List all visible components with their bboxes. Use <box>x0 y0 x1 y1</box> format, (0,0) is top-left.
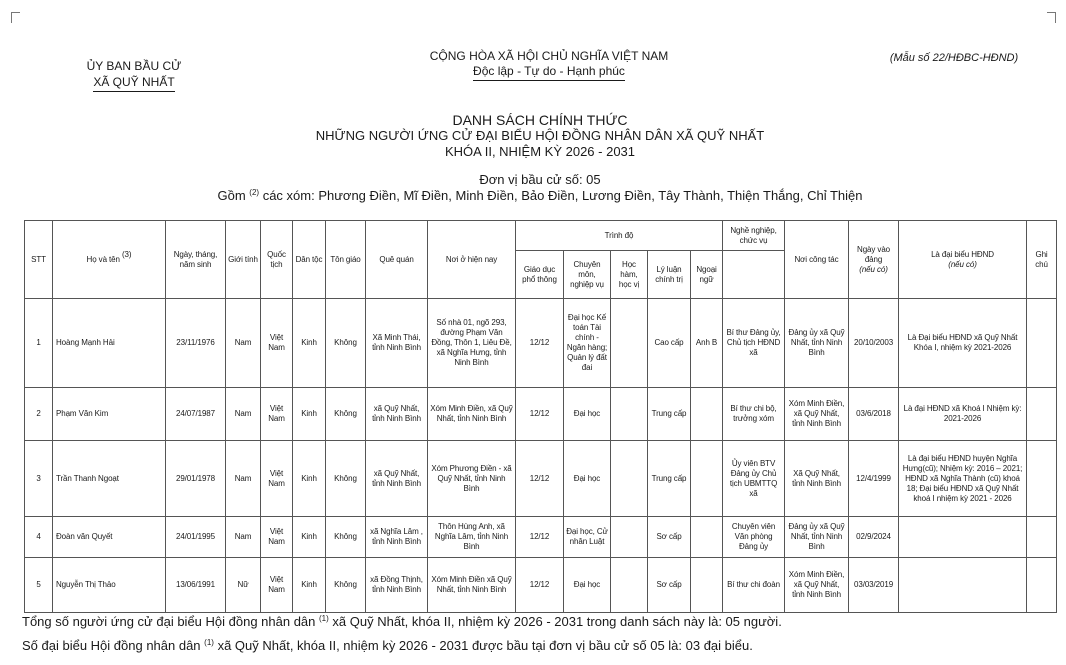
header-academic-title: Học hàm, học vị <box>611 251 648 299</box>
cell-academic-title <box>611 388 648 441</box>
authority-line-1: ỦY BAN BẦU CỬ <box>86 59 182 73</box>
cell-political-theory: Cao cấp <box>648 299 691 388</box>
cell-foreign-language <box>691 388 723 441</box>
cell-dob: 23/11/1976 <box>166 299 226 388</box>
header-dob: Ngày, tháng, năm sinh <box>166 221 226 299</box>
cell-nationality: Việt Nam <box>261 517 293 558</box>
header-ethnicity: Dân tộc <box>293 221 326 299</box>
crop-mark-top-left <box>11 12 20 23</box>
cell-name: Hoàng Mạnh Hải <box>53 299 166 388</box>
cell-general-education: 12/12 <box>516 299 564 388</box>
cell-hometown: xã Nghĩa Lâm , tỉnh Ninh Bình <box>366 517 428 558</box>
cell-gender: Nữ <box>226 558 261 613</box>
cell-general-education: 12/12 <box>516 388 564 441</box>
cell-notes <box>1027 441 1057 517</box>
table-row <box>25 388 1057 441</box>
cell-residence: Xóm Phương Điền - xã Quỹ Nhất, tỉnh Ninh Bình <box>428 441 516 517</box>
cell-party-date: 03/6/2018 <box>849 388 899 441</box>
cell-ethnicity: Kinh <box>293 388 326 441</box>
cell-residence: Xóm Minh Điền, xã Quỹ Nhất, tỉnh Ninh Bình <box>428 388 516 441</box>
cell-party-date: 03/03/2019 <box>849 558 899 613</box>
cell-religion: Không <box>326 388 366 441</box>
cell-council-member <box>899 558 1027 613</box>
cell-foreign-language <box>691 517 723 558</box>
title-line-2: NHỮNG NGƯỜI ỨNG CỬ ĐẠI BIỂU HỘI ĐỒNG NHÂN DÂN XÃ QUỸ NHẤT <box>315 128 765 143</box>
cell-occupation: Bí thư Đảng ủy, Chủ tịch HĐND xã <box>723 299 785 388</box>
title-line-3: KHÓA II, NHIỆM KỲ 2026 - 2031 <box>444 144 636 159</box>
header-row <box>25 221 1057 251</box>
authority-line-2: XÃ QUỸ NHẤT <box>93 74 174 92</box>
national-motto: Độc lập - Tự do - Hạnh phúc <box>473 64 625 81</box>
cell-specialty: Đại học <box>564 558 611 613</box>
cell-council-member: Là đại biểu HĐND huyện Nghĩa Hưng(cũ); Nhiệm kỳ: 2016 – 2021; HĐND xã Nghĩa Thành (cũ) khoá 18; Đại biểu HĐND xã Quỹ Nhất khoá I nhiệm kỳ 2021 - 2026 <box>899 441 1027 517</box>
cell-residence: Số nhà 01, ngõ 293, đường Phạm Văn Đồng, Thôn 1, Liêu Đề, xã Nghĩa Hưng, tỉnh Ninh Bình <box>428 299 516 388</box>
header-council-member-label: Là đại biểu HĐND <box>931 249 994 259</box>
cell-general-education: 12/12 <box>516 558 564 613</box>
footer-line2-footnote-mark: (1) <box>204 638 214 647</box>
header-foreign-language: Ngoại ngữ <box>691 251 723 299</box>
cell-stt: 5 <box>25 558 53 613</box>
header-occupation-blank <box>723 251 785 299</box>
cell-general-education: 12/12 <box>516 517 564 558</box>
cell-party-date: 02/9/2024 <box>849 517 899 558</box>
cell-dob: 13/06/1991 <box>166 558 226 613</box>
header-gender: Giới tính <box>226 221 261 299</box>
cell-religion: Không <box>326 558 366 613</box>
cell-academic-title <box>611 441 648 517</box>
cell-political-theory: Sơ cấp <box>648 558 691 613</box>
cell-ethnicity: Kinh <box>293 517 326 558</box>
header-general-education: Giáo dục phổ thông <box>516 251 564 299</box>
issuing-authority <box>59 58 209 92</box>
cell-nationality: Việt Nam <box>261 441 293 517</box>
candidate-table <box>24 220 1057 613</box>
cell-political-theory: Trung cấp <box>648 441 691 517</box>
header-party-date-note: (nếu có) <box>859 264 888 274</box>
cell-ethnicity: Kinh <box>293 441 326 517</box>
national-name: CỘNG HÒA XÃ HỘI CHỦ NGHĨA VIỆT NAM <box>429 49 669 63</box>
hamlets-footnote-mark: (2) <box>249 188 260 197</box>
cell-occupation: Ủy viên BTV Đảng ủy Chủ tịch UBMTTQ xã <box>723 441 785 517</box>
cell-workplace: Xóm Minh Điền, xã Quỹ Nhất, tỉnh Ninh Bình <box>785 558 849 613</box>
cell-council-member: Là Đại biểu HĐND xã Quỹ Nhất Khóa I, nhiệm kỳ 2021-2026 <box>899 299 1027 388</box>
cell-name: Trần Thanh Ngoạt <box>53 441 166 517</box>
cell-nationality: Việt Nam <box>261 299 293 388</box>
cell-notes <box>1027 558 1057 613</box>
cell-council-member <box>899 517 1027 558</box>
header-education: Trình độ <box>516 221 723 251</box>
header-specialty: Chuyên môn, nghiệp vụ <box>564 251 611 299</box>
cell-stt: 2 <box>25 388 53 441</box>
cell-ethnicity: Kinh <box>293 558 326 613</box>
cell-gender: Nam <box>226 299 261 388</box>
header-party-date <box>849 221 899 299</box>
electoral-unit-hamlets <box>140 188 940 206</box>
cell-workplace: Xã Quỹ Nhất, tỉnh Ninh Bình <box>785 441 849 517</box>
cell-notes <box>1027 299 1057 388</box>
header-nationality: Quốc tịch <box>261 221 293 299</box>
cell-dob: 29/01/1978 <box>166 441 226 517</box>
cell-dob: 24/07/1987 <box>166 388 226 441</box>
form-code: (Mẫu số 22/HĐBC-HĐND) <box>889 52 1019 64</box>
cell-council-member: Là đại HĐND xã Khoá I Nhiệm kỳ: 2021-2026 <box>899 388 1027 441</box>
table-row <box>25 558 1057 613</box>
header-stt: STT <box>25 221 53 299</box>
cell-religion: Không <box>326 441 366 517</box>
cell-foreign-language <box>691 441 723 517</box>
cell-workplace: Đảng ủy xã Quỹ Nhất, tỉnh Ninh Bình <box>785 517 849 558</box>
crop-mark-top-right <box>1047 12 1056 23</box>
table-row <box>25 441 1057 517</box>
cell-dob: 24/01/1995 <box>166 517 226 558</box>
cell-name: Phạm Văn Kim <box>53 388 166 441</box>
document-title <box>240 112 840 160</box>
cell-foreign-language <box>691 558 723 613</box>
cell-religion: Không <box>326 299 366 388</box>
cell-name: Đoàn văn Quyết <box>53 517 166 558</box>
cell-academic-title <box>611 299 648 388</box>
footer-line2-after: xã Quỹ Nhất, khóa II, nhiệm kỳ 2026 - 2031 được bầu tại đơn vị bầu cử số 05 là: 03 đại biểu. <box>217 638 753 653</box>
cell-general-education: 12/12 <box>516 441 564 517</box>
cell-gender: Nam <box>226 388 261 441</box>
header-council-member-note: (nếu có) <box>948 259 977 269</box>
cell-stt: 4 <box>25 517 53 558</box>
table-row <box>25 517 1057 558</box>
hamlets-list: các xóm: Phương Điền, Mĩ Điền, Minh Điền, Bảo Điền, Lương Điền, Tây Thành, Thiện Thắng, Chỉ Thiện <box>262 188 863 203</box>
cell-academic-title <box>611 517 648 558</box>
cell-hometown: xã Quỹ Nhất, tỉnh Ninh Bình <box>366 441 428 517</box>
electoral-unit-label: Đơn vị bầu cử số: 05 <box>479 172 601 187</box>
cell-occupation: Chuyên viên Văn phòng Đảng ủy <box>723 517 785 558</box>
cell-specialty: Đại học <box>564 388 611 441</box>
cell-occupation: Bí thư chi đoàn <box>723 558 785 613</box>
cell-party-date: 12/4/1999 <box>849 441 899 517</box>
cell-party-date: 20/10/2003 <box>849 299 899 388</box>
cell-notes <box>1027 517 1057 558</box>
cell-stt: 3 <box>25 441 53 517</box>
cell-specialty: Đại học, Cử nhân Luật <box>564 517 611 558</box>
cell-gender: Nam <box>226 441 261 517</box>
cell-hometown: xã Đồng Thịnh, tỉnh Ninh Bình <box>366 558 428 613</box>
header-council-member <box>899 221 1027 299</box>
title-line-1: DANH SÁCH CHÍNH THỨC <box>452 112 628 128</box>
cell-hometown: xã Quỹ Nhất, tỉnh Ninh Bình <box>366 388 428 441</box>
footer-line1-footnote-mark: (1) <box>319 614 329 623</box>
cell-notes <box>1027 388 1057 441</box>
header-occupation: Nghề nghiệp, chức vụ <box>723 221 785 251</box>
cell-hometown: Xã Minh Thái, tỉnh Ninh Bình <box>366 299 428 388</box>
footer-line2-before: Số đại biểu Hội đồng nhân dân <box>22 638 201 653</box>
cell-religion: Không <box>326 517 366 558</box>
cell-specialty: Đại học <box>564 441 611 517</box>
cell-gender: Nam <box>226 517 261 558</box>
electoral-unit <box>140 172 940 206</box>
cell-stt: 1 <box>25 299 53 388</box>
cell-political-theory: Sơ cấp <box>648 517 691 558</box>
cell-nationality: Việt Nam <box>261 388 293 441</box>
cell-specialty: Đại học Kế toán Tài chính - Ngân hàng; Quản lý đất đai <box>564 299 611 388</box>
national-header <box>399 49 699 81</box>
footer-seats-elected <box>22 637 753 657</box>
footer-line1-after: xã Quỹ Nhất, khóa II, nhiệm kỳ 2026 - 2031 trong danh sách này là: 05 người. <box>332 614 782 629</box>
cell-residence: Thôn Hùng Anh, xã Nghĩa Lâm, tỉnh Ninh Bình <box>428 517 516 558</box>
cell-nationality: Việt Nam <box>261 558 293 613</box>
table-row <box>25 299 1057 388</box>
hamlets-prefix: Gồm <box>217 188 246 203</box>
header-notes: Ghi chú <box>1027 221 1057 299</box>
cell-academic-title <box>611 558 648 613</box>
header-name-footnote-mark: (3) <box>121 249 132 259</box>
header-workplace: Nơi công tác <box>785 221 849 299</box>
footer-total-candidates <box>22 613 782 633</box>
cell-ethnicity: Kinh <box>293 299 326 388</box>
header-party-date-label: Ngày vào đảng <box>857 244 891 264</box>
header-hometown: Quê quán <box>366 221 428 299</box>
cell-residence: Xóm Minh Điền xã Quỹ Nhất, tỉnh Ninh Bình <box>428 558 516 613</box>
cell-foreign-language: Anh B <box>691 299 723 388</box>
header-residence: Nơi ở hiện nay <box>428 221 516 299</box>
header-religion: Tôn giáo <box>326 221 366 299</box>
header-name <box>53 221 166 299</box>
footer-line1-before: Tổng số người ứng cử đại biểu Hội đồng nhân dân <box>22 614 316 629</box>
cell-occupation: Bí thư chi bộ, trưởng xóm <box>723 388 785 441</box>
cell-workplace: Xóm Minh Điền, xã Quỹ Nhất, tỉnh Ninh Bình <box>785 388 849 441</box>
header-political-theory: Lý luận chính trị <box>648 251 691 299</box>
cell-political-theory: Trung cấp <box>648 388 691 441</box>
cell-workplace: Đảng ủy xã Quỹ Nhất, tỉnh Ninh Bình <box>785 299 849 388</box>
header-name-label: Họ và tên <box>86 254 120 264</box>
cell-name: Nguyễn Thị Thảo <box>53 558 166 613</box>
